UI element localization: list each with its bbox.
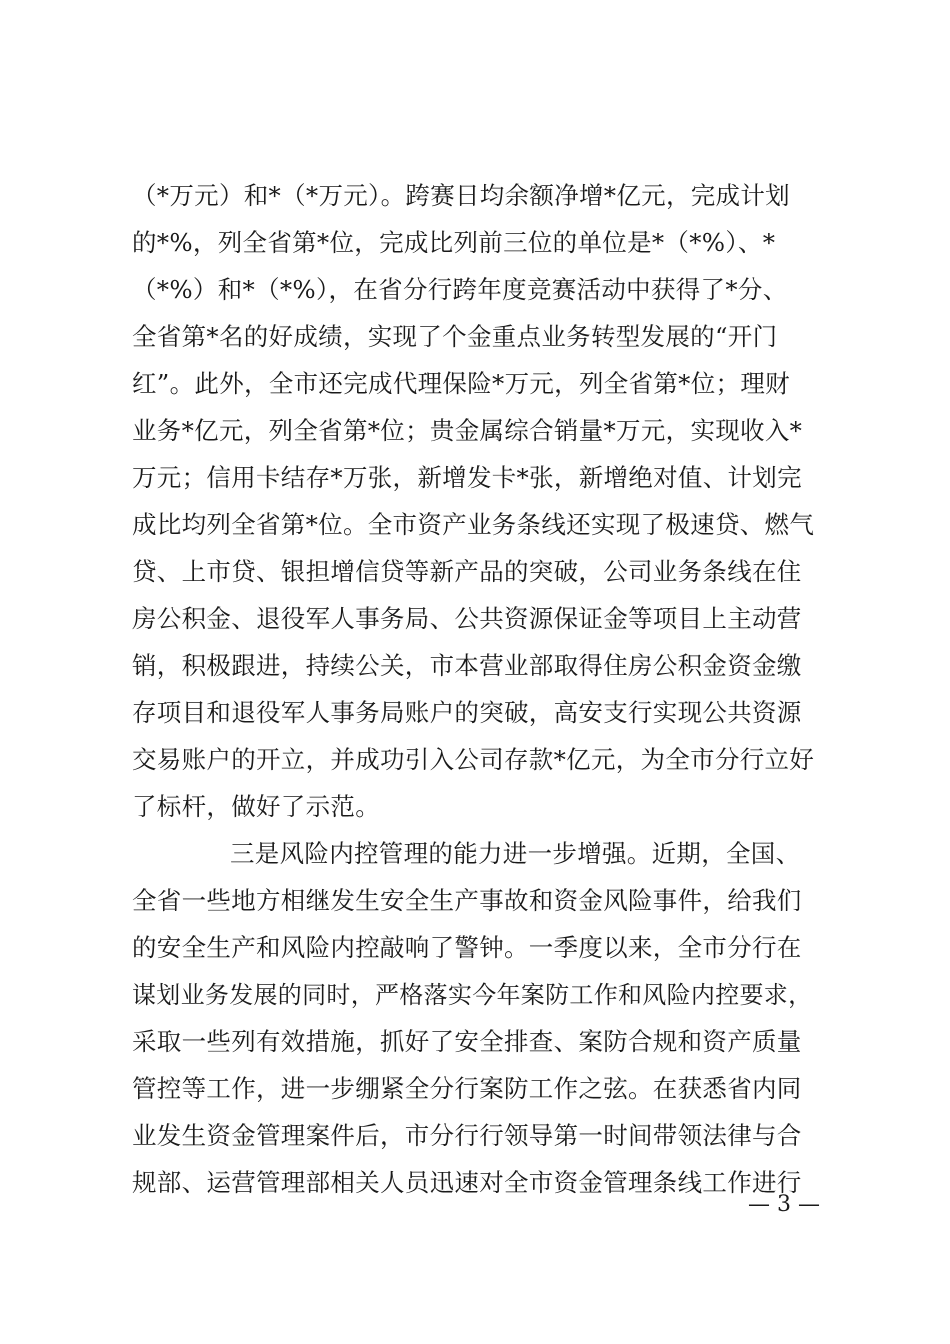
text-line: 谋划业务发展的同时，严格落实今年案防工作和风险内控要求， [132, 981, 813, 1009]
text-line: 业发生资金管理案件后，市分行行领导第一时间带领法律与合 [132, 1121, 802, 1150]
text-line: （*%）和*（*%），在省分行跨年度竞赛活动中获得了*分、 [132, 275, 788, 304]
text-line: 销，积极跟进，持续公关，市本营业部取得住房公积金资金缴 [132, 651, 802, 680]
text-line: 红”。此外，全市还完成代理保险*万元，列全省第*位；理财 [132, 369, 790, 398]
text-line: 万元；信用卡结存*万张，新增发卡*张，新增绝对值、计划完 [132, 463, 802, 492]
text-line: 采取一些列有效措施，抓好了安全排查、案防合规和资产质量 [132, 1027, 802, 1056]
text-line: 的*%，列全省第*位，完成比列前三位的单位是*（*%）、* [132, 228, 776, 257]
text-line: 成比均列全省第*位。全市资产业务条线还实现了极速贷、燃气 [132, 510, 815, 539]
text-line: 存项目和退役军人事务局账户的突破，高安支行实现公共资源 [132, 698, 802, 727]
text-line: （*万元）和*（*万元）。跨赛日均余额净增*亿元，完成计划 [132, 181, 790, 210]
text-line: 了标杆，做好了示范。 [132, 792, 380, 821]
text-line: 管控等工作，进一步绷紧全分行案防工作之弦。在获悉省内同 [132, 1074, 802, 1103]
text-line: 业务*亿元，列全省第*位；贵金属综合销量*万元，实现收入* [132, 416, 803, 445]
page-number: — 3 — [748, 1192, 820, 1217]
text-line: 全省第*名的好成绩，实现了个金重点业务转型发展的“开门 [132, 322, 778, 351]
text-line: 全省一些地方相继发生安全生产事故和资金风险事件，给我们 [132, 886, 802, 915]
paragraph-heading-line: 三是风险内控管理的能力进一步增强。近期，全国、 [230, 839, 801, 868]
text-line: 贷、上市贷、银担增信贷等新产品的突破，公司业务条线在住 [132, 557, 802, 586]
text-line: 交易账户的开立，并成功引入公司存款*亿元，为全市分行立好 [132, 745, 815, 774]
text-line: 的安全生产和风险内控敲响了警钟。一季度以来，全市分行在 [132, 933, 802, 962]
text-line: 房公积金、退役军人事务局、公共资源保证金等项目上主动营 [132, 604, 802, 633]
text-line: 规部、运营管理部相关人员迅速对全市资金管理条线工作进行 [132, 1168, 802, 1197]
